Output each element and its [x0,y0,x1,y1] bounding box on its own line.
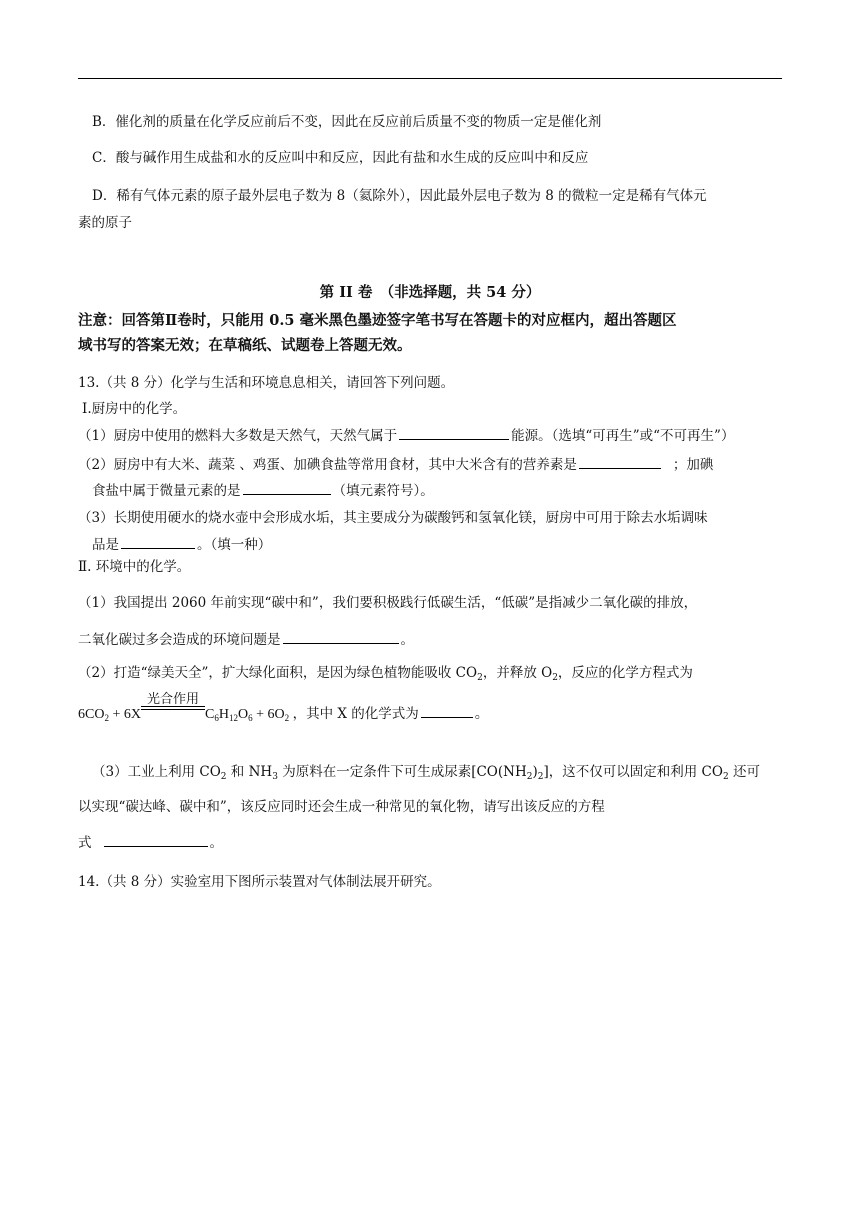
q13-II-3-text-e: ]，这不仅可以固定和利用 CO [543,764,723,780]
q13-II-3-cont2 [78,833,223,852]
q13-II-3-text-b: 和 NH [226,764,273,780]
eq-product-o2: + 6O [256,707,285,722]
q13-2-text: （2）厨房中有大米、蔬菜 、鸡蛋、加碘食盐等常用食材，其中大米含有的营养素是 [78,457,577,473]
answer-blank-condiment[interactable] [121,535,195,549]
subscript: 2 [722,772,729,782]
q13-II-3-text-f: 还可 [728,764,760,780]
q13-II-2-text-c: ，反应的化学方程式为 [557,665,693,681]
eq-condition-arrow [141,691,205,718]
eq-product-c: C [204,707,215,722]
subscript: 2 [537,772,544,782]
subscript: 2 [220,772,227,782]
subscript: 2 [104,713,109,723]
q13-II-3: （3）工业上利用 $CO_2$ 和 $NH_3$ 为原料在一定条件下可生成尿素$[CO(NH_2)_2]$，这不仅可以固定和利用 $CO_2$ 还可 [92,764,760,782]
eq-question: ，其中 X 的化学式为 [292,706,419,722]
eq-reactant-x: + 6X [112,707,141,722]
q13-2-hint: （填元素符号）。 [332,483,434,499]
eq-bar-bottom [141,709,205,710]
eq-reactant-co2: 6CO [78,707,105,722]
q13-part1-heading: I.厨房中的化学。 [82,401,187,417]
answer-blank-element[interactable] [243,481,331,495]
q13-II-1: （1）我国提出 2060 年前实现“碳中和”，我们要积极践行低碳生活，“低碳”是指减少二氧化碳的排放， [78,595,698,611]
q13-3-cont [92,535,271,554]
q13-II-3-text-h: 式 [78,835,92,851]
q13-3: （3）长期使用硬水的烧水壶中会形成水垢，其主要成分为碳酸钙和氢氧化镁，厨房中可用于除去水垢调味 [78,510,708,526]
eq-product-h: H [218,707,229,722]
option-d-line1: D．稀有气体元素的原子最外层电子数为 8（氦除外），因此最外层电子数为 8 的微粒一定是稀有气体元 [92,188,707,204]
q13-II-3-text-a: （3）工业上利用 CO [92,764,221,780]
subscript: 2 [552,673,558,683]
subscript: 2 [526,772,533,782]
q13-II-2-text-b: ，并释放 O [482,665,553,681]
q13-1 [78,426,734,445]
q13-1-text: （1）厨房中使用的燃料大多数是天然气，天然气属于 [78,428,398,444]
eq-bar-top [141,706,205,707]
subscript: 2 [284,713,290,723]
header-rule [78,78,782,79]
q13-3-text-b: 品是 [92,537,119,553]
answer-blank-environment[interactable] [283,630,399,644]
answer-blank-equation[interactable] [104,833,208,847]
answer-blank-energy[interactable] [399,426,509,440]
q13-1-hint: 能源。（选填“可再生”或“不可再生”） [511,428,735,444]
q13-2-cont [92,481,434,500]
q13-II-3-end: 。 [209,835,223,851]
q14-intro: 14.（共 8 分）实验室用下图所示装置对气体制法展开研究。 [78,874,441,890]
option-b: B．催化剂的质量在化学反应前后不变，因此在反应前后质量不变的物质一定是催化剂 [92,114,602,130]
q13-II-3-text-d: ) [532,764,538,780]
q13-II-3-cont: 以实现“碳达峰、碳中和”，该反应同时还会生成一种常见的氧化物，请写出该反应的方程 [78,799,605,815]
q13-II-2 [78,664,693,682]
section-note-line2: 域书写的答案无效；在草稿纸、试题卷上答题无效。 [78,337,412,354]
q13-II-1-text: 二氧化碳过多会造成的环境问题是 [78,632,281,648]
q13-II-1-cont [78,630,414,649]
answer-blank-nutrient[interactable] [579,455,661,469]
subscript: 12 [228,713,238,723]
eq-end: 。 [474,707,489,722]
eq-product-o: O [237,707,249,722]
q13-2-text-c: 食盐中属于微量元素的是 [92,483,241,499]
q13-II-3-text-c: 为原料在一定条件下可生成尿素[CO(NH [277,764,527,780]
subscript: 6 [214,713,219,723]
option-c: C．酸与碱作用生成盐和水的反应叫中和反应，因此有盐和水生成的反应叫中和反应 [92,150,589,166]
subscript: 6 [248,713,253,723]
option-d-line2: 素的原子 [78,215,132,231]
photosynthesis-equation [78,691,489,723]
subscript: 2 [477,673,483,683]
q13-2-text-b: ；加碘 [672,457,714,473]
section-note-line1: 注意：回答第Ⅱ卷时，只能用 0.5 毫米黑色墨迹签字笔书写在答题卡的对应框内，超出答题区 [78,312,677,329]
answer-blank-x-formula[interactable] [421,704,473,718]
q13-2 [78,455,713,474]
q13-3-hint: 。（填一种） [197,537,272,553]
q13-II-2-text-a: （2）打造“绿美天全”，扩大绿化面积，是因为绿色植物能吸收 CO [78,665,478,681]
eq-condition: 光合作用 [146,691,199,706]
q13-II-1-end: 。 [400,632,414,648]
q13-intro: 13.（共 8 分）化学与生活和环境息息相关，请回答下列问题。 [78,375,455,391]
q13-part2-heading: Ⅱ. 环境中的化学。 [78,559,191,575]
section-title: 第 II 卷 （非选择题，共 54 分） [319,284,541,301]
